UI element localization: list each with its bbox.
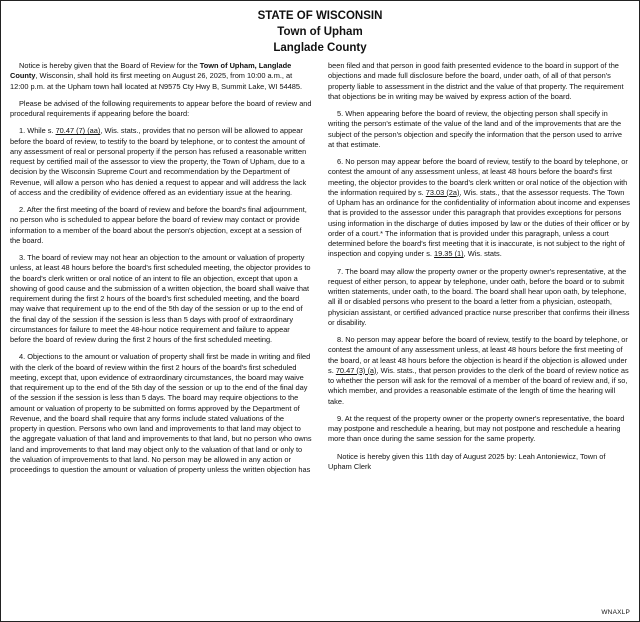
intro-paragraph <box>10 61 312 92</box>
requirement-4: 4. Objections to the amount or valuation of property shall first be made in writing and filed with the clerk of the board of review within the first 2 hours of the board's first scheduled meeting, except that, upon evidence of extraordinary circumstances, the board may waive that requirement up to the end of the 5th day of the session or up to the end of the final day of the session if the session is less than 5 days. The board may require objections to the amount or valuation of property to be submitted on forms approved by the Department of Revenue, and the board shall require that any forms include stated valuations of the property in question. Persons who own land and improvements to that land may object to the aggregate valuation of that land and improvements to that land, but no person who owns land and improvements to that land may object only to the valuation of that land or only to the valuation of improvements to that land. No person may be allowed in any action or proceedings to question the amount or valuation of property unless the written objection has <box>10 352 312 474</box>
requirement-8-text-rest: , Wis. stats., that person provides to the clerk of the board of review notice as to whether the person will ask for the removal of a member of the board of review and, if so, which member, and provides a reasonable estimate of the length of time the hearing will take. <box>328 365 629 406</box>
state-title: STATE OF WISCONSIN <box>257 10 383 22</box>
left-column <box>10 61 312 482</box>
requirement-1-text-rest: , Wis. stats., provides that no person will be allowed to appear before the board of review, to testify to the board by telephone, or to contest the amount of any assessment of real or personal property if the person has refused a reasonable written request by certified mail of the assessor to view the property, the Town of Upham, due to a decision by the Wisconsin Supreme Court and recommendation by the Department of Revenue, will allow a person who has denied a request to appear and will address the lack of access and the credibility of evidence offered as an evidentiary issue at the hearing. <box>10 126 307 197</box>
statute-link-70-47-3-a[interactable]: 70.47 (3) (a) <box>335 365 377 375</box>
requirement-7: 7. The board may allow the property owner or the property owner's representative, at the request of either person, to appear by telephone, under oath, before the board or to submit written statements, under oath, to the board. The board shall hear upon oath, by telephone, all ill or disabled persons who present to the board a letter from a physician, osteopath, physician assistant, or certified advanced practice nurse prescriber that confirms their illness or disability. <box>328 266 630 327</box>
intro-town-name: Town of Upham, Langlade County <box>10 61 292 81</box>
requirement-2: 2. After the first meeting of the board of review and before the board's final adjournment, no person who is scheduled to appear before the board of review may contact or provide information to a member of the board about the person's objection, except at a session of the board. <box>10 205 307 245</box>
requirement-1-text: 1. While s. <box>19 126 56 136</box>
intro-text-rest: , Wisconsin, shall hold its first meeting on August 26, 2025, from 10:00 a.m., at 12:00 p.m. at the Upham town hall located at N9575 Cty Hwy B, Summit Lake, WI 54485. <box>10 71 303 91</box>
requirement-4-continued: been filed and that person in good faith presented evidence to the board in support of the objections and made full disclosure before the board, under oath, of all of that person's property liable to assessment in the district and the value of that property. The requirement that objections be in writing may be waived by express action of the board. <box>328 61 624 101</box>
requirement-8 <box>328 335 630 407</box>
statute-link-19-35-1[interactable]: 19.35 (1) <box>434 249 464 259</box>
requirement-8-text: 8. No person may appear before the board of review, testify to the board by telephone, or contest the amount of any assessment unless, at least 48 hours before the first meeting of the board, or at least 48 hours before the objection is heard if the objection is allowed under s. <box>328 335 628 375</box>
requirement-9: 9. At the request of the property owner or the property owner's representative, the board may postpone and reschedule a hearing, but may not postpone and reschedule a hearing more than once during the same session for the same property. <box>328 413 625 444</box>
publication-code: WNAXLP <box>601 609 630 616</box>
right-column <box>328 61 630 482</box>
requirement-5: 5. When appearing before the board of review, the objecting person shall specify in writing the person's estimate of the value of the land and of the improvements that are the subject of the person's objection and specify the information that the person used to arrive at that estimate. <box>328 109 622 149</box>
advise-paragraph: Please be advised of the following requirements to appear before the board of review and procedural requirements if appearing before the board: <box>10 98 312 118</box>
requirement-3: 3. The board of review may not hear an objection to the amount or valuation of property unless, at least 48 hours before the board's first scheduled meeting, the objector provides to the board's clerk written or oral notice of an intent to file an objection, except that upon a showing of good cause and the submission of a written objection, the board shall waive that requirement during the first 2 hours of the board's first scheduled meeting, and the board may waive that requirement up to the end of the 5th day of the session or up to the end of the final day of the session if the session is less than 5 days with proof of extraordinary circumstances for failure to meet the 48-hour notice requirement and failure to appear before the board of review during the first 2 hours of the first scheduled meeting. <box>10 253 311 344</box>
county-title: Langlade County <box>273 42 367 54</box>
closing-paragraph: Notice is hereby given this 11th day of August 2025 by: Leah Antoniewicz, Town of Upham Clerk <box>328 451 606 471</box>
requirement-6-text-mid: , Wis. stats., that the assessor requests. The Town of Upham has an ordinance for the confidentiality of information about income and expenses that is provided to the assessor under this paragraph that provides exceptions for persons using information in the discharge of duties imposed by law or the duties of their officer or by order of a court.* The information that is provided under this paragraph, unless a court determined before the board's first meeting that it is inaccurate, is not subject to the right of inspection and copying under s. <box>328 187 630 259</box>
notice-header <box>10 8 630 56</box>
statute-link-73-03-2a[interactable]: 73.03 (2a) <box>425 187 460 197</box>
statute-link-70-47-7-aa[interactable]: 70.47 (7) (aa) <box>55 126 101 136</box>
requirement-6-text-end: , Wis. stats. <box>463 249 502 259</box>
notice-body <box>10 61 630 482</box>
requirement-6 <box>328 157 630 260</box>
town-title: Town of Upham <box>277 26 363 38</box>
requirement-1 <box>10 126 312 198</box>
requirement-6-text: 6. No person may appear before the board of review, testify to the board by telephone, or contest the amount of any assessment unless, at least 48 hours before the board's first meeting, the objector provides to the board's clerk written or oral notice of the objection with the information required by s. <box>328 157 628 197</box>
intro-text: Notice is hereby given that the Board of Review for the <box>19 61 200 70</box>
